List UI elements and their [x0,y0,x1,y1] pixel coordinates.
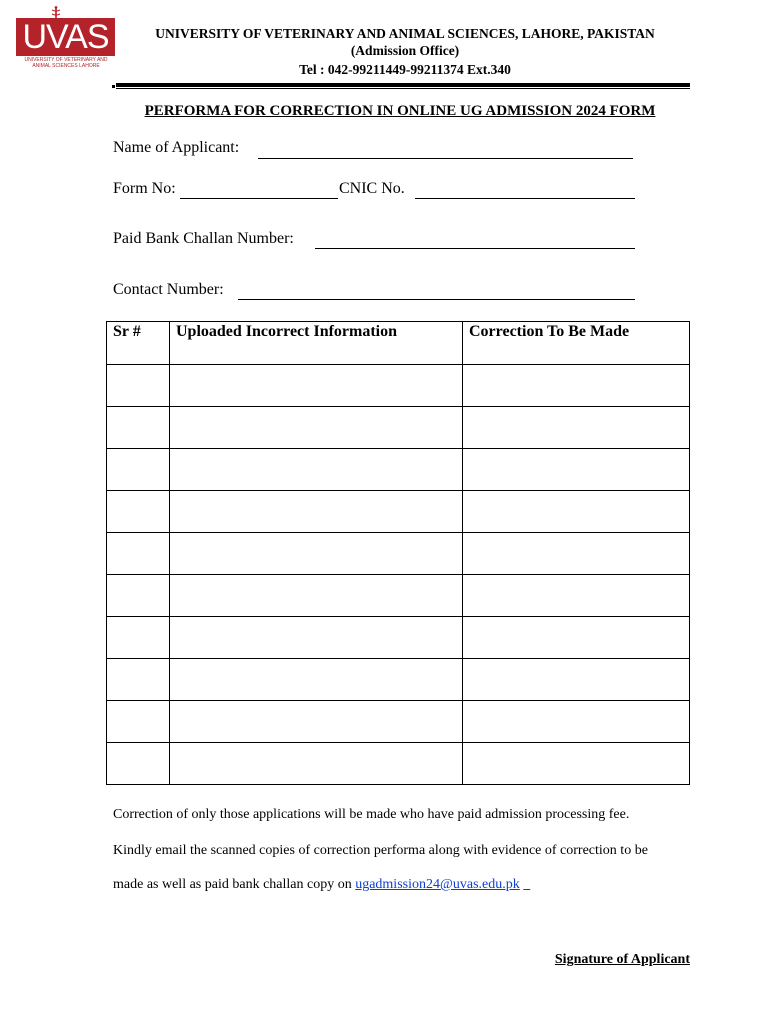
correction-table [106,321,690,785]
correction-cell[interactable] [463,701,690,743]
incorrect-info-cell[interactable] [170,617,463,659]
challan-label: Paid Bank Challan Number: [113,230,294,247]
name-field[interactable] [258,158,633,159]
sr-cell[interactable] [107,449,170,491]
incorrect-info-cell[interactable] [170,743,463,785]
table-row [107,617,690,659]
name-label: Name of Applicant: [113,139,240,156]
correction-cell[interactable] [463,659,690,701]
table-row [107,743,690,785]
header-rule [116,83,690,87]
correction-cell[interactable] [463,407,690,449]
incorrect-info-cell[interactable] [170,659,463,701]
note-fee: Correction of only those applications will be made who have paid admission processing fee. [113,807,630,822]
form-no-label: Form No: [113,180,176,197]
telephone: Tel : 042-99211449-99211374 Ext.340 [299,62,511,77]
incorrect-info-cell[interactable] [170,533,463,575]
correction-cell[interactable] [463,491,690,533]
col-header-incorrect-info: Uploaded Incorrect Information [170,322,463,365]
sr-cell[interactable] [107,743,170,785]
correction-cell[interactable] [463,365,690,407]
challan-field[interactable] [315,248,635,249]
table-row [107,491,690,533]
table-row [107,701,690,743]
incorrect-info-cell[interactable] [170,449,463,491]
col-header-sr: Sr # [107,322,170,365]
sr-cell[interactable] [107,617,170,659]
logo-wordmark: UVAS [16,18,115,56]
sr-cell[interactable] [107,491,170,533]
table-header-row [107,322,690,365]
incorrect-info-cell[interactable] [170,407,463,449]
header-rule-thin [116,88,690,89]
correction-cell[interactable] [463,533,690,575]
correction-cell[interactable] [463,743,690,785]
incorrect-info-cell[interactable] [170,575,463,617]
signature-label: Signature of Applicant [554,952,690,967]
email-link-trail [523,877,530,892]
email-link[interactable]: ugadmission24@uvas.edu.pk [355,877,520,892]
university-name: UNIVERSITY OF VETERINARY AND ANIMAL SCIENCES, LAHORE, PAKISTAN [155,26,655,41]
uvas-logo [16,6,118,72]
table-row [107,659,690,701]
note-email-prefix: made as well as paid bank challan copy on [113,877,352,892]
header-rule-mark [112,85,115,88]
table-row [107,365,690,407]
incorrect-info-cell[interactable] [170,491,463,533]
note-email-1: Kindly email the scanned copies of correction performa along with evidence of correction to be [113,843,648,858]
correction-cell[interactable] [463,617,690,659]
cnic-label: CNIC No. [339,180,405,197]
table-row [107,575,690,617]
sr-cell[interactable] [107,365,170,407]
sr-cell[interactable] [107,575,170,617]
contact-label: Contact Number: [113,281,224,298]
col-header-correction: Correction To Be Made [463,322,690,365]
table-row [107,407,690,449]
correction-cell[interactable] [463,449,690,491]
form-title: PERFORMA FOR CORRECTION IN ONLINE UG ADMISSION 2024 FORM [144,103,656,119]
note-email-2 [113,877,530,893]
form-no-field[interactable] [180,198,338,199]
table-row [107,533,690,575]
sr-cell[interactable] [107,533,170,575]
office-name: (Admission Office) [350,43,460,58]
incorrect-info-cell[interactable] [170,701,463,743]
sr-cell[interactable] [107,659,170,701]
contact-field[interactable] [238,299,635,300]
cnic-field[interactable] [415,198,635,199]
correction-cell[interactable] [463,575,690,617]
sr-cell[interactable] [107,701,170,743]
incorrect-info-cell[interactable] [170,365,463,407]
table-row [107,449,690,491]
logo-subtitle: UNIVERSITY OF VETERINARY AND ANIMAL SCIENCES LAHORE [24,57,108,69]
sr-cell[interactable] [107,407,170,449]
